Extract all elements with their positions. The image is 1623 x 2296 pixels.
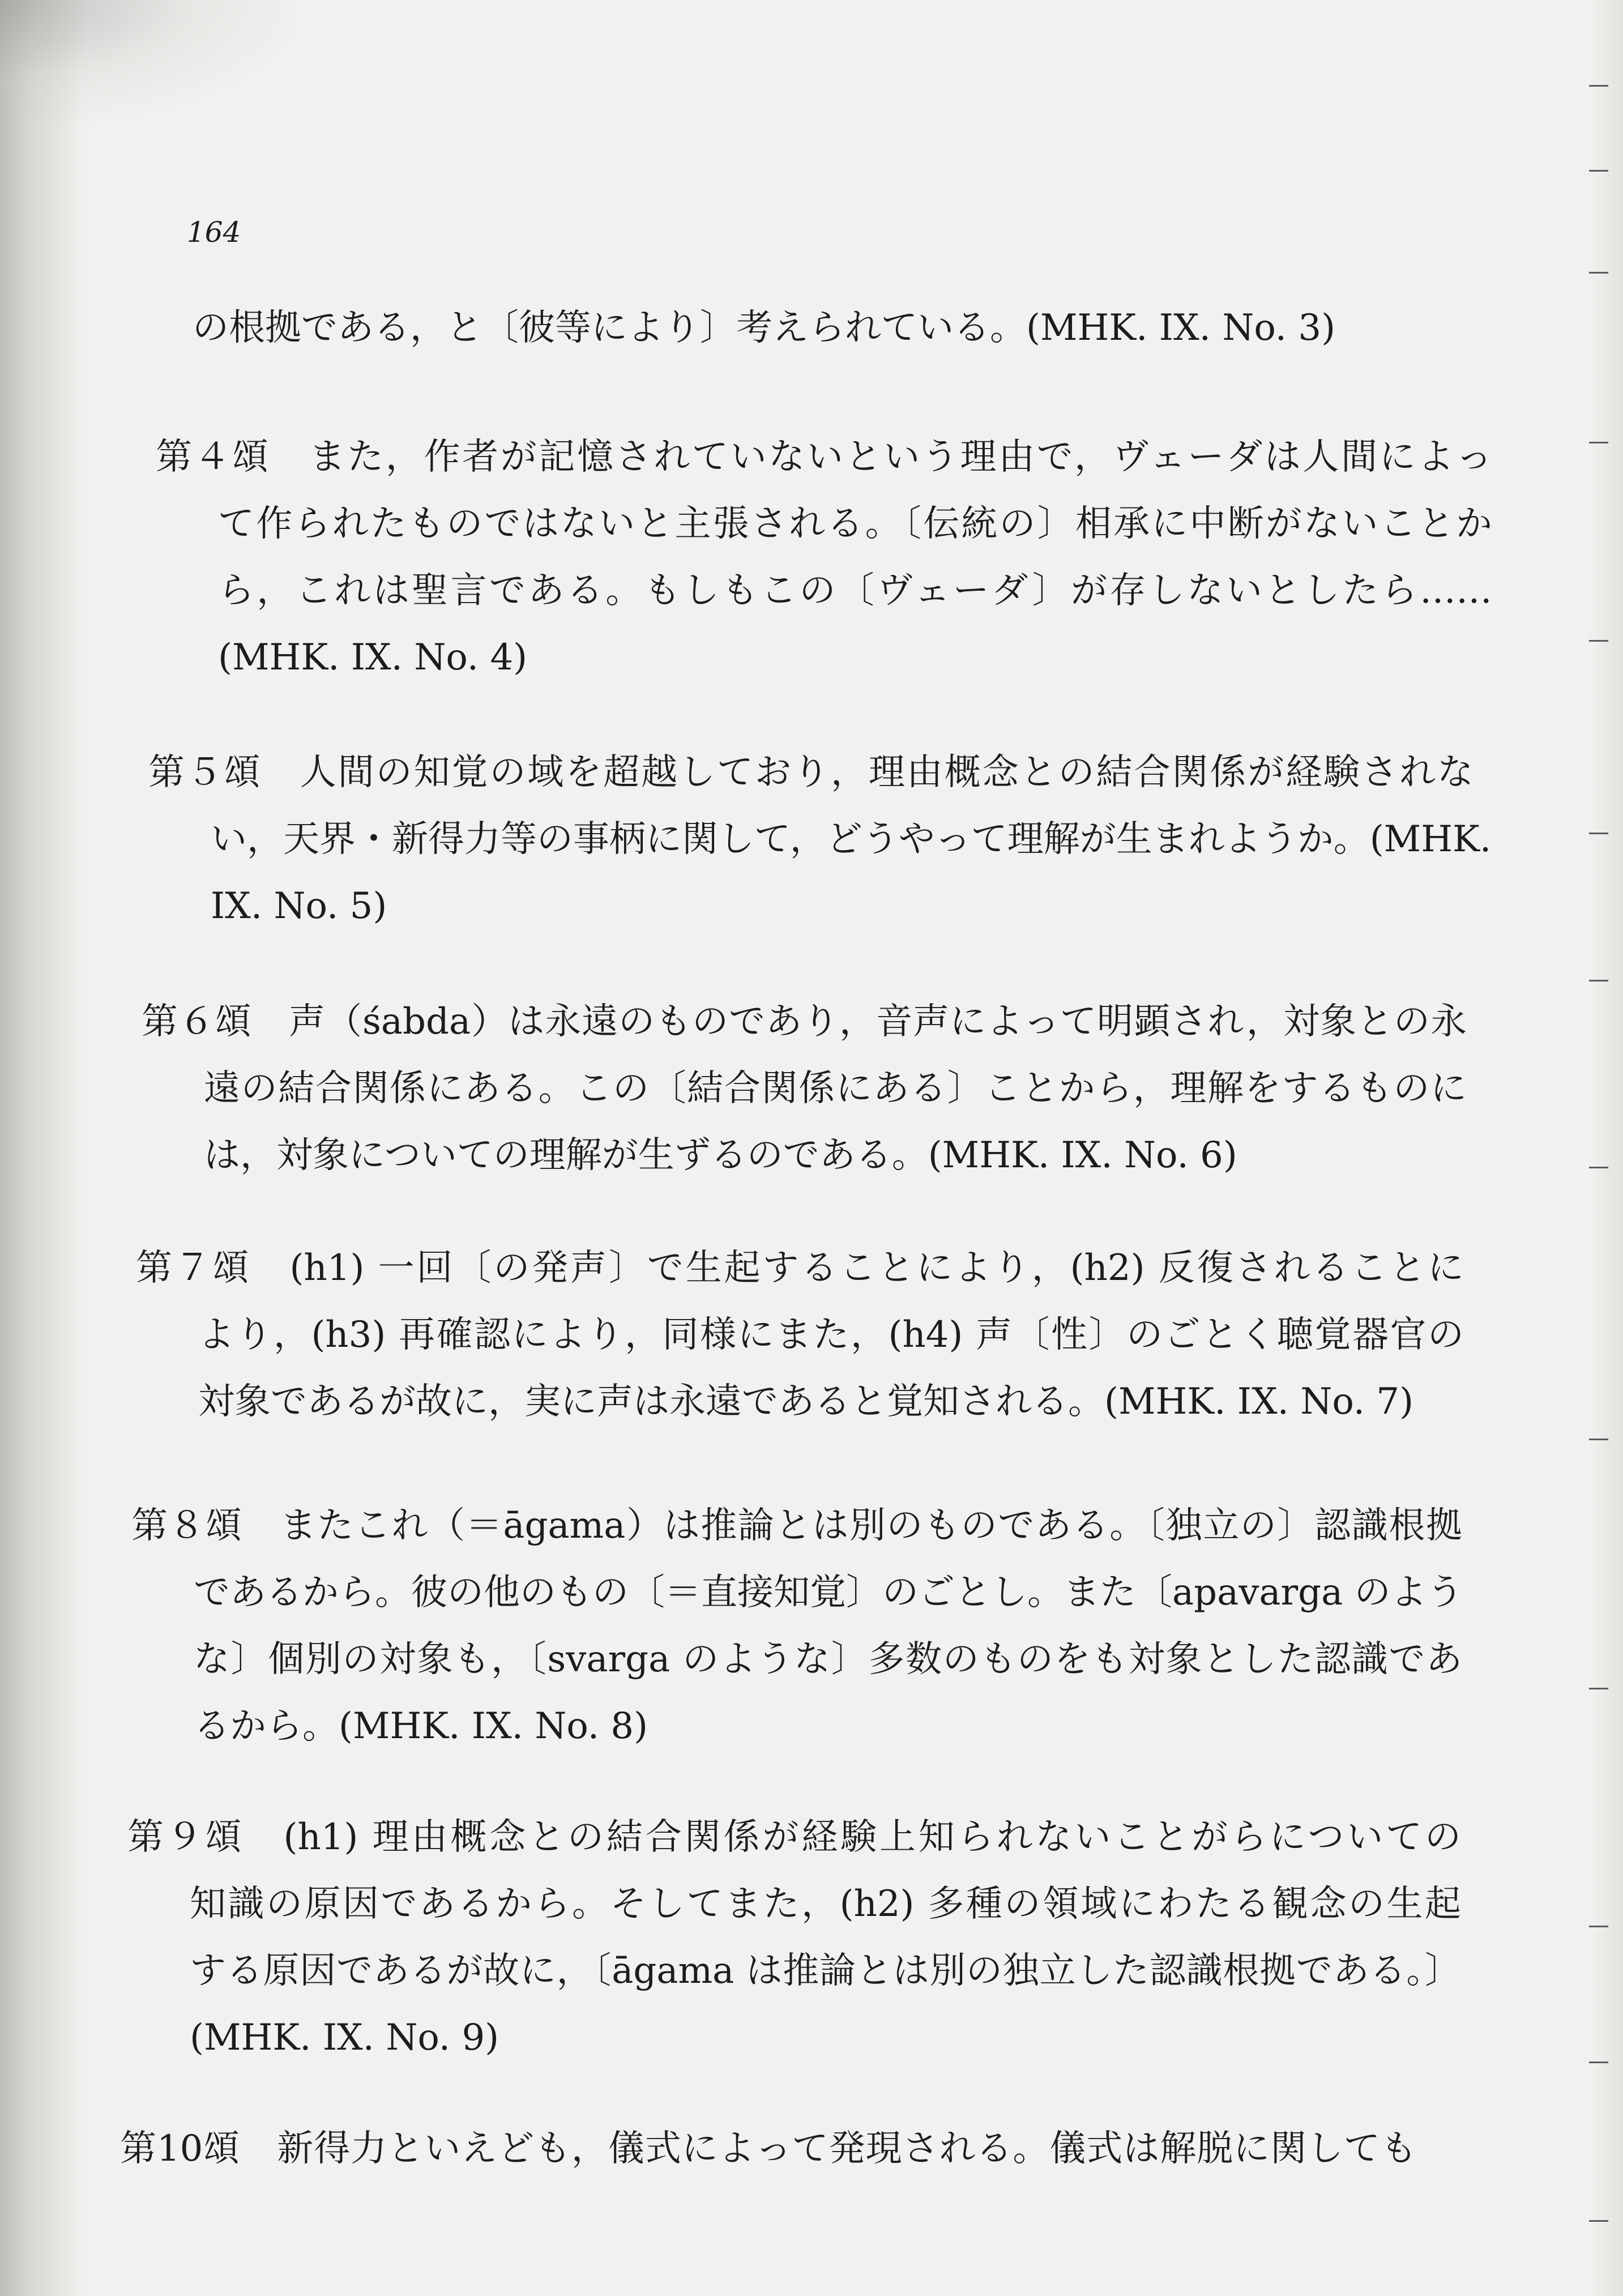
- text-line: 遠の結合関係にある。この〔結合関係にある〕ことから，理解をするものに: [204, 1068, 1467, 1109]
- text-line: は，対象についての理解が生ずるのである。(MHK. IX. No. 6): [204, 1134, 1237, 1176]
- text-line: 第10頌 新得力といえども，儀式によって発現される。儀式は解脱に関しても: [120, 2128, 1417, 2170]
- scan-shadow-corner: [0, 0, 294, 125]
- text-line: 第６頌 声（śabda）は永遠のものであり，音声によって明顕され，対象との永: [142, 1001, 1467, 1043]
- text-line: (MHK. IX. No. 9): [190, 2017, 499, 2059]
- scan-shadow-left: [0, 0, 85, 2296]
- text-line: 第９頌 (h1) 理由概念との結合関係が経験上知られないことがらについての: [127, 1816, 1461, 1858]
- verse-7: [136, 1235, 1464, 1435]
- text-line: 第４頌 また，作者が記憶されていないという理由で，ヴェーダは人間によっ: [156, 436, 1492, 478]
- text-line: 第８頌 またこれ（＝āgama）は推論とは別のものである。〔独立の〕認識根拠: [131, 1505, 1462, 1547]
- text-line: 第５頌 人間の知覚の域を超越しており，理由概念との結合関係が経験されな: [148, 752, 1473, 793]
- scan-shadow-right: [1589, 0, 1623, 2296]
- verse-6: [142, 988, 1467, 1189]
- verse-8: [131, 1492, 1462, 1760]
- text-line: であるから。彼の他のもの〔＝直接知覚〕のごとし。また〔apavarga のよう: [194, 1572, 1463, 1614]
- page-number: 164: [187, 216, 241, 249]
- text-line: い，天界・新得力等の事柄に関して，どうやって理解が生まれようか。(MHK.: [211, 818, 1492, 860]
- text-line: るから。(MHK. IX. No. 8): [194, 1705, 648, 1747]
- text-line: ら，これは聖言である。もしもこの〔ヴェーダ〕が存しないとしたら……: [218, 570, 1492, 612]
- text-line: な〕個別の対象も，〔svarga のような〕多数のものをも対象とした認識であ: [194, 1638, 1462, 1680]
- verse-9: [127, 1804, 1461, 2071]
- text-line: て作られたものではないと主張される。〔伝統の〕相承に中断がないことか: [218, 503, 1492, 545]
- text-line: 対象であるが故に，実に声は永遠であると覚知される。(MHK. IX. No. 7): [198, 1381, 1414, 1423]
- paragraph-continuation: [193, 295, 1438, 361]
- text-line: (MHK. IX. No. 4): [218, 637, 528, 678]
- verse-5: [148, 739, 1492, 940]
- text-line: の根拠である，と〔彼等により〕考えられている。(MHK. IX. No. 3): [193, 307, 1336, 349]
- text-line: 第７頌 (h1) 一回〔の発声〕で生起することにより，(h2) 反復されることに: [136, 1247, 1464, 1289]
- text-line: より，(h3) 再確認により，同様にまた，(h4) 声〔性〕のごとく聴覚器官の: [198, 1314, 1464, 1356]
- verse-4: [156, 424, 1492, 691]
- text-line: する原因であるが故に，〔āgama は推論とは別の独立した認識根拠である。〕: [190, 1950, 1461, 1992]
- text-line: 知識の原因であるから。そしてまた，(h2) 多種の領域にわたる観念の生起: [190, 1883, 1461, 1925]
- verse-10: [120, 2115, 1417, 2182]
- text-line: IX. No. 5): [211, 885, 387, 927]
